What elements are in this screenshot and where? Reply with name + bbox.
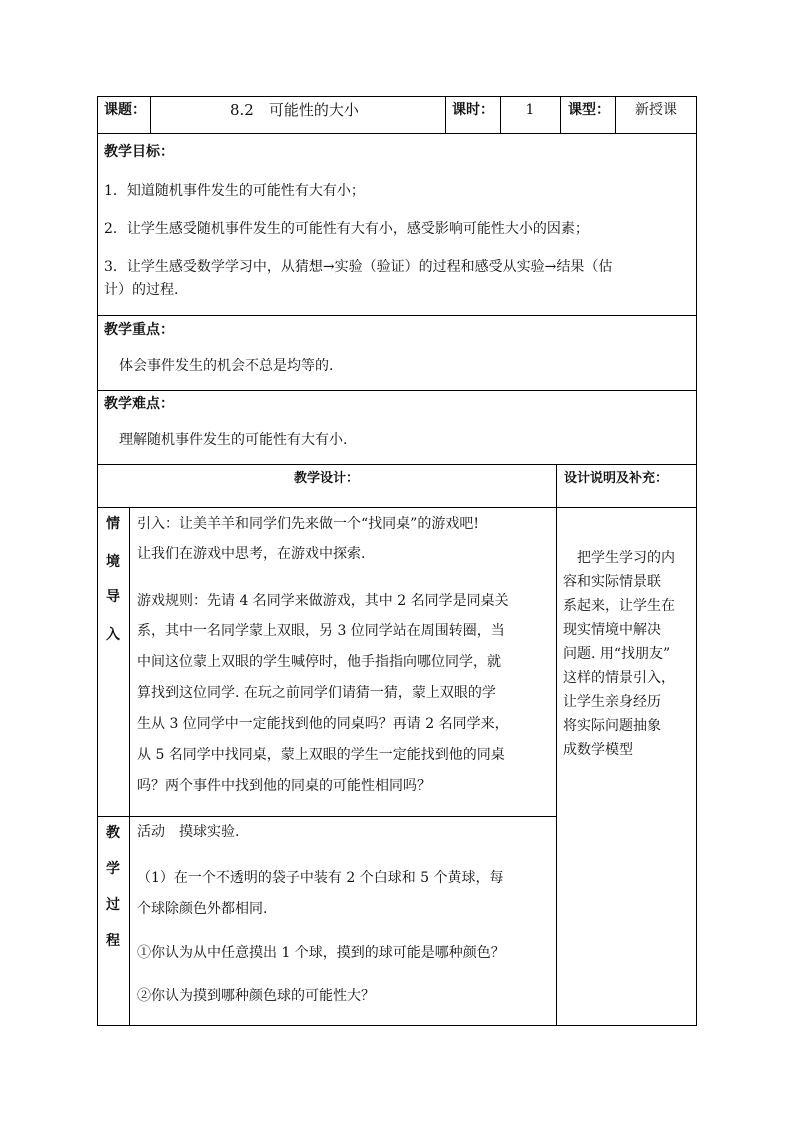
difficulties-text: 理解随机事件发生的可能性有大有小. <box>119 432 348 448</box>
col-divider <box>150 96 151 133</box>
intro-side-label-char: 导 <box>106 589 120 605</box>
notes-line: 将实际问题抽象 <box>563 718 661 734</box>
objective-item: 1．知道随机事件发生的可能性有大有小； <box>104 183 365 199</box>
key-points-heading: 教学重点： <box>104 322 174 338</box>
rules-line: 游戏规则：先请 4 名同学来做游戏，其中 2 名同学是同桌关 <box>137 593 509 609</box>
rules-line: 生从 3 位同学中一定能找到他的同桌吗？再请 2 名同学来， <box>137 716 509 732</box>
topic-label: 课题： <box>104 102 146 118</box>
intro-line: 让我们在游戏中思考，在游戏中探索. <box>137 546 366 562</box>
notes-line: 成数学模型 <box>563 742 633 758</box>
process-line: （1）在一个不透明的袋子中装有 2 个白球和 5 个黄球，每 <box>137 870 504 886</box>
process-line: 个球除颜色外都相同. <box>137 901 268 917</box>
rules-line: 算找到这位同学. 在玩之前同学们请猜一猜，蒙上双眼的学 <box>137 685 496 701</box>
col-divider <box>556 464 557 1026</box>
activity-title: 活动 摸球实验. <box>137 824 240 840</box>
objectives-heading: 教学目标： <box>104 144 174 160</box>
design-heading: 教学设计： <box>293 471 359 486</box>
key-points-text: 体会事件发生的机会不总是均等的. <box>119 358 334 374</box>
notes-line: 让学生亲身经历 <box>563 694 661 710</box>
type-label: 课型： <box>568 102 610 118</box>
notes-heading: 设计说明及补充： <box>564 471 669 486</box>
objective-item: 计）的过程. <box>104 282 179 298</box>
notes-line: 问题. 用“找朋友” <box>563 646 671 662</box>
process-side-label-char: 学 <box>106 861 120 877</box>
notes-line: 系起来，让学生在 <box>563 598 675 614</box>
rules-line: 中间这位蒙上双眼的学生喊停时，他手指指向哪位同学，就 <box>137 654 501 670</box>
hours-label: 课时： <box>452 102 494 118</box>
difficulties-heading: 教学难点： <box>104 396 174 412</box>
intro-side-label-char: 情 <box>106 516 120 532</box>
rules-line: 系，其中一名同学蒙上双眼，另 3 位同学站在周围转圈，当 <box>137 623 505 639</box>
type-value: 新授课 <box>635 102 677 118</box>
notes-line: 把学生学习的内 <box>563 550 675 566</box>
row-divider <box>97 507 697 508</box>
topic-value: 8.2 可能性的大小 <box>230 101 359 119</box>
notes-line: 现实情境中解决 <box>563 622 661 638</box>
hours-value: 1 <box>525 102 535 118</box>
question-2: ②你认为摸到哪种颜色球的可能性大？ <box>137 988 375 1004</box>
col-divider <box>129 507 130 1026</box>
row-divider <box>97 816 556 817</box>
intro-line: 引入：让美羊羊和同学们先来做一个“找同桌”的游戏吧! <box>137 516 479 532</box>
objective-item: 3．让学生感受数学学习中，从猜想→实验（验证）的过程和感受从实验→结果（估 <box>104 259 613 275</box>
question-1: ①你认为从中任意摸出 1 个球，摸到的球可能是哪种颜色？ <box>137 945 505 961</box>
rules-line: 吗？两个事件中找到他的同桌的可能性相同吗？ <box>137 778 431 794</box>
row-divider <box>97 133 697 134</box>
row-divider <box>97 390 697 391</box>
objective-item: 2．让学生感受随机事件发生的可能性有大有小，感受影响可能性大小的因素； <box>104 221 589 237</box>
process-side-label-char: 过 <box>106 897 120 913</box>
col-divider <box>445 96 446 133</box>
row-divider <box>97 464 697 465</box>
rules-line: 从 5 名同学中找同桌，蒙上双眼的学生一定能找到他的同桌 <box>137 747 505 763</box>
intro-side-label-char: 入 <box>106 627 120 643</box>
col-divider <box>560 96 561 133</box>
intro-side-label-char: 境 <box>106 554 120 570</box>
notes-line: 这样的情景引入， <box>563 670 675 686</box>
process-side-label-char: 程 <box>106 933 120 949</box>
process-side-label-char: 教 <box>106 825 120 841</box>
notes-line: 容和实际情景联 <box>563 574 661 590</box>
row-divider <box>97 315 697 316</box>
